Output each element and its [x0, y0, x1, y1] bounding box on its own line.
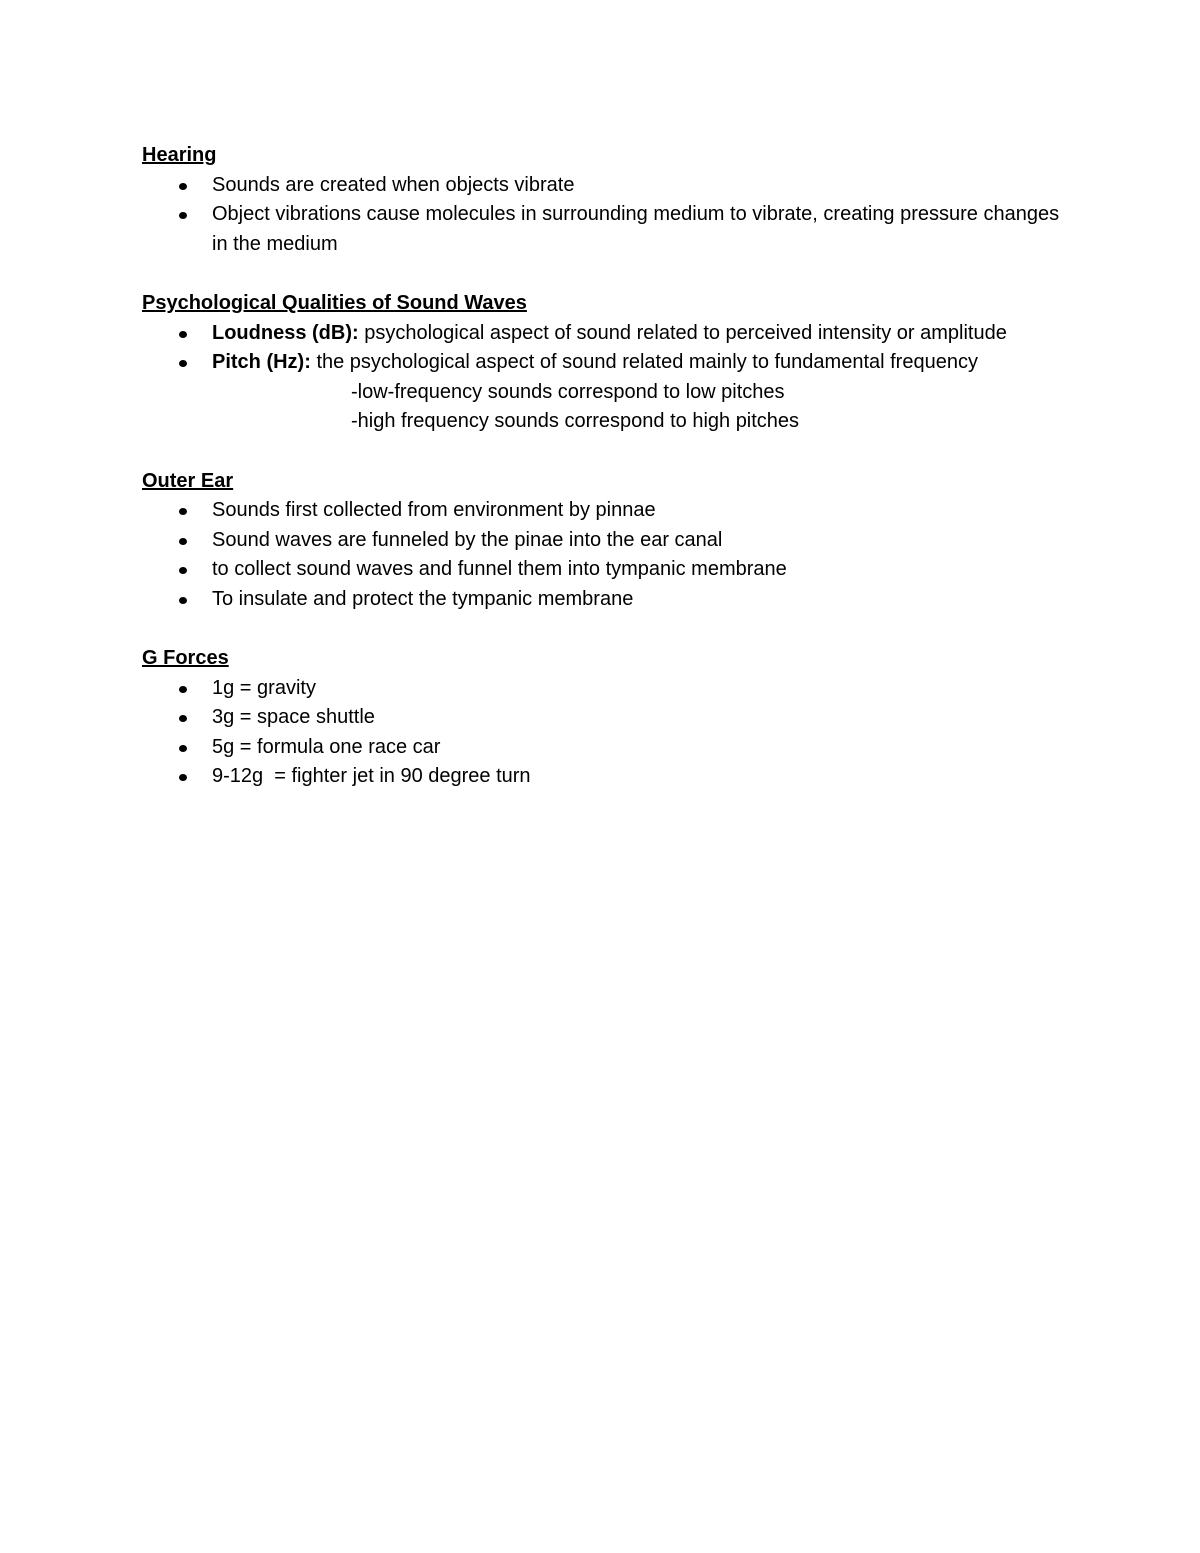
document-page: [142, 141, 1062, 792]
list-item-text: Object vibrations cause molecules in surrounding medium to vibrate, creating pressure changes in the medium: [212, 203, 1060, 255]
list-item: [142, 200, 1062, 259]
bullet-icon: [179, 212, 187, 219]
section-title: Outer Ear: [142, 469, 234, 492]
bullet-icon: [179, 183, 187, 190]
list-item-text: 9-12g = fighter jet in 90 degree turn: [212, 765, 531, 788]
list-item: [142, 555, 1062, 585]
section-hearing: [142, 141, 1062, 259]
section-psychological-qualities: [142, 289, 1062, 437]
bullet-icon: [179, 360, 187, 367]
term-label: Loudness (dB):: [212, 321, 359, 344]
list-item: [142, 526, 1062, 556]
bullet-icon: [179, 715, 187, 722]
list-item: [142, 703, 1062, 733]
list-item: [142, 171, 1062, 201]
bullet-icon: [179, 745, 187, 752]
bullet-icon: [179, 774, 187, 781]
bullet-icon: [179, 508, 187, 515]
bullet-icon: [179, 538, 187, 545]
list-item-text: Sounds are created when objects vibrate: [212, 173, 575, 196]
list-item: [142, 674, 1062, 704]
list-item: [142, 496, 1062, 526]
bullet-list: [142, 171, 1062, 260]
list-item: [142, 733, 1062, 763]
section-outer-ear: [142, 467, 1062, 615]
list-item-text: Sounds first collected from environment by pinnae: [212, 499, 656, 522]
list-item: [142, 585, 1062, 615]
term-definition: psychological aspect of sound related to perceived intensity or amplitude: [358, 321, 1007, 344]
list-item: [142, 348, 1062, 378]
list-item-text: Sound waves are funneled by the pinae into the ear canal: [212, 528, 723, 551]
list-item-text: 5g = formula one race car: [212, 735, 441, 758]
list-item-text: to collect sound waves and funnel them into tympanic membrane: [212, 558, 787, 581]
sub-note: -low-frequency sounds correspond to low pitches: [351, 380, 785, 403]
bullet-icon: [179, 331, 187, 338]
section-title: G Forces: [142, 647, 229, 670]
section-title: Psychological Qualities of Sound Waves: [142, 291, 527, 314]
list-item-text: 3g = space shuttle: [212, 706, 375, 729]
list-item: [142, 319, 1062, 349]
list-item: [142, 762, 1062, 792]
section-title: Hearing: [142, 144, 217, 166]
bullet-icon: [179, 597, 187, 604]
bullet-list: [142, 319, 1062, 378]
list-item-text: To insulate and protect the tympanic membrane: [212, 587, 634, 610]
term-definition: the psychological aspect of sound related mainly to fundamental frequency: [310, 351, 978, 374]
term-label: Pitch (Hz):: [212, 351, 311, 374]
bullet-icon: [179, 686, 187, 693]
section-g-forces: [142, 644, 1062, 792]
bullet-icon: [179, 567, 187, 574]
bullet-list: [142, 674, 1062, 792]
sub-note: -high frequency sounds correspond to high pitches: [351, 410, 800, 433]
bullet-list: [142, 496, 1062, 614]
list-item-text: 1g = gravity: [212, 676, 316, 699]
